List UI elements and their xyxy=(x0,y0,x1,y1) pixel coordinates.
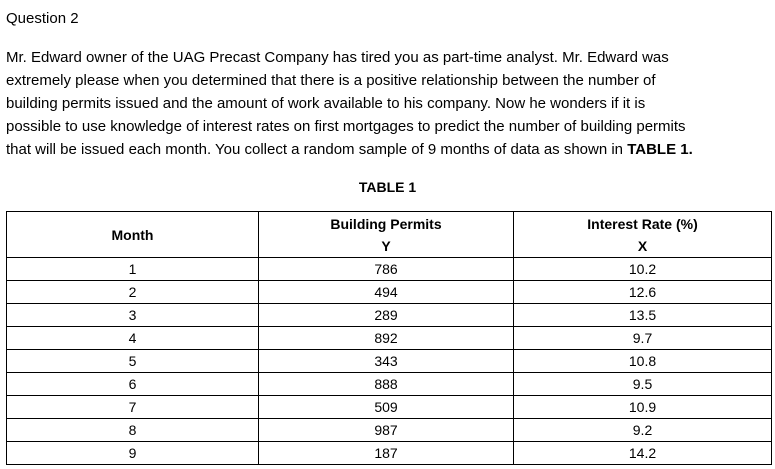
paragraph-line-5-text: that will be issued each month. You collect a random sample of 9 months of data as shown in xyxy=(6,141,628,158)
table-row xyxy=(7,396,772,419)
cell-rate: 13.5 xyxy=(514,304,772,327)
cell-permits: 343 xyxy=(259,350,514,373)
cell-rate: 10.8 xyxy=(514,350,772,373)
paragraph-line-3: building permits issued and the amount of work available to his company. Now he wonders if it is xyxy=(6,95,646,112)
cell-permits: 187 xyxy=(259,442,514,465)
header-x-symbol: X xyxy=(514,236,772,258)
header-row xyxy=(7,212,772,237)
cell-rate: 9.2 xyxy=(514,419,772,442)
cell-month: 2 xyxy=(7,281,259,304)
cell-rate: 14.2 xyxy=(514,442,772,465)
data-table xyxy=(6,211,772,465)
table-header xyxy=(7,212,772,258)
cell-permits: 888 xyxy=(259,373,514,396)
cell-month: 6 xyxy=(7,373,259,396)
paragraph-table-reference: TABLE 1. xyxy=(627,141,693,158)
table-body xyxy=(7,258,772,465)
table-row xyxy=(7,350,772,373)
cell-permits: 509 xyxy=(259,396,514,419)
cell-permits: 987 xyxy=(259,419,514,442)
cell-rate: 12.6 xyxy=(514,281,772,304)
cell-month: 9 xyxy=(7,442,259,465)
cell-month: 5 xyxy=(7,350,259,373)
header-y-symbol: Y xyxy=(259,236,514,258)
table-caption: TABLE 1 xyxy=(358,179,417,195)
table-row xyxy=(7,258,772,281)
question-title: Question 2 xyxy=(6,10,79,27)
table-row xyxy=(7,419,772,442)
cell-permits: 892 xyxy=(259,327,514,350)
table-row xyxy=(7,327,772,350)
cell-month: 4 xyxy=(7,327,259,350)
question-paragraph xyxy=(6,46,774,161)
cell-permits: 289 xyxy=(259,304,514,327)
cell-month: 8 xyxy=(7,419,259,442)
header-building-permits: Building Permits xyxy=(259,212,514,237)
cell-month: 3 xyxy=(7,304,259,327)
paragraph-line-2: extremely please when you determined that there is a positive relationship between the number of xyxy=(6,72,656,89)
table-row xyxy=(7,373,772,396)
header-month: Month xyxy=(7,212,259,258)
table-row xyxy=(7,281,772,304)
paragraph-line-1: Mr. Edward owner of the UAG Precast Company has tired you as part-time analyst. Mr. Edward was xyxy=(6,49,669,66)
cell-month: 7 xyxy=(7,396,259,419)
table-row xyxy=(7,442,772,465)
table-row xyxy=(7,304,772,327)
cell-permits: 786 xyxy=(259,258,514,281)
cell-rate: 10.9 xyxy=(514,396,772,419)
paragraph-line-5 xyxy=(6,138,774,161)
paragraph-line-4: possible to use knowledge of interest rates on first mortgages to predict the number of building permits xyxy=(6,118,686,135)
cell-month: 1 xyxy=(7,258,259,281)
cell-rate: 10.2 xyxy=(514,258,772,281)
cell-permits: 494 xyxy=(259,281,514,304)
cell-rate: 9.5 xyxy=(514,373,772,396)
cell-rate: 9.7 xyxy=(514,327,772,350)
header-interest-rate: Interest Rate (%) xyxy=(514,212,772,237)
